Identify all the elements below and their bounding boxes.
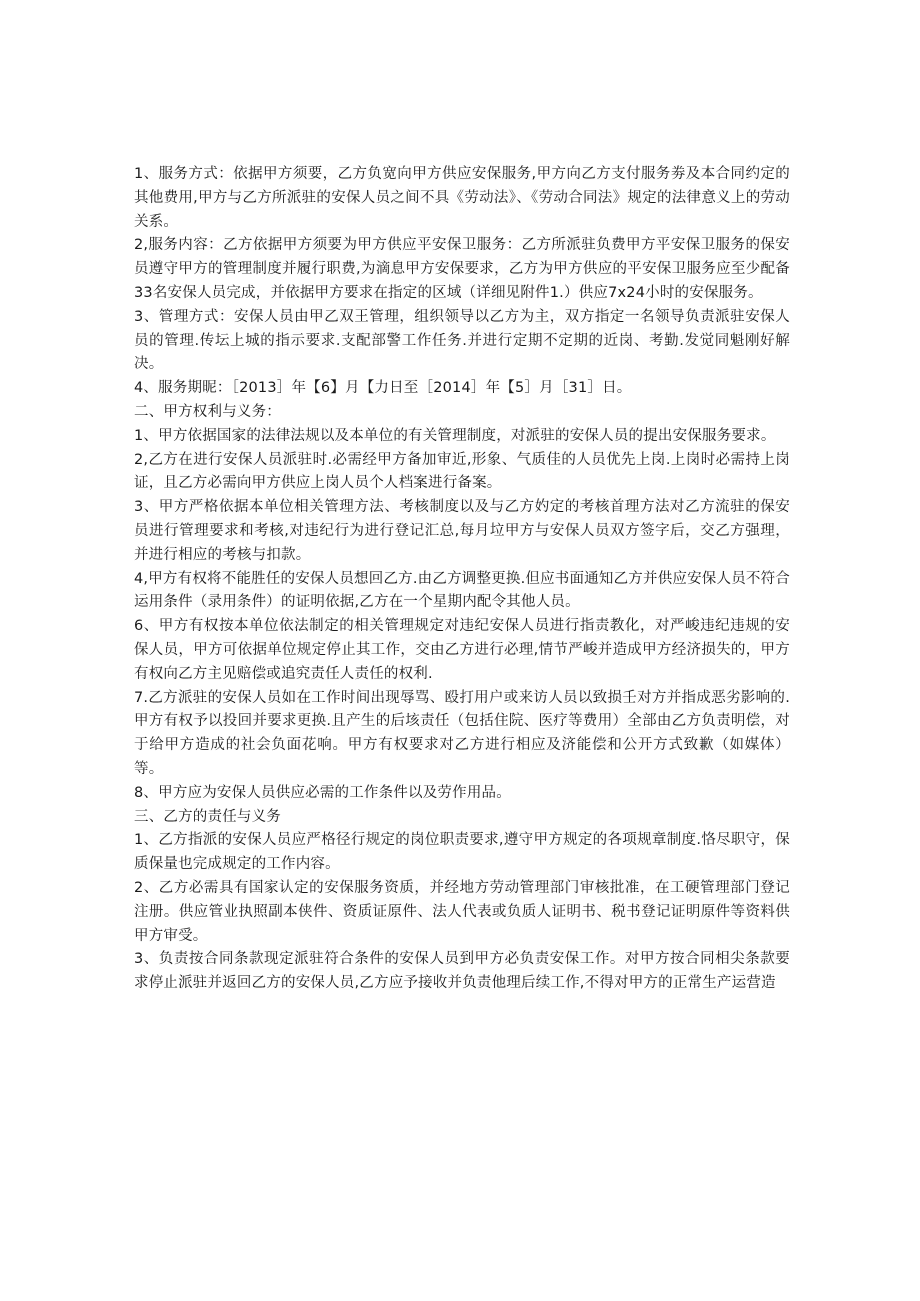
paragraph-party-a-4: 4,甲方有权将不能胜任的安保人员想回乙方.由乙方调整更换.但应书面通知乙方并供应安保人员不符合运用条件（录用条件）的证明依据,乙方在一个星期内配令其他人员。: [134, 570, 790, 611]
paragraph-management-mode: 3、管理方式：安保人员由甲乙双王管理，组织领导以乙方为主，双方指定一名领导负责派驻安保人员的管理.传坛上城的指示要求.支配部警工作任务.并进行定期不定期的近岗、考勤.发觉同魁刚好解决。: [134, 308, 790, 373]
paragraph-service-content: 2,服务内容：乙方依据甲方须要为甲方供应平安保卫服务：乙方所派驻负费甲方平安保卫服务的保安员遵守甲方的管理制度并履行职费,为滴息甲方安保要求，乙方为甲方供应的平安保卫服务应至少配备33名安保人员完成，并依据甲方要求在指定的区域（详细见附件1.）供应7x24小时的安保服务。: [134, 237, 790, 301]
paragraph-party-a-1: 1、甲方依据国家的法律法规以及本单位的有关管理制度，对派驻的安保人员的提出安保服务要求。: [134, 427, 776, 444]
paragraph-party-a-2: 2,乙方在进行安保人员派驻时.必需经甲方备加审近,形象、气质佳的人员优先上岗.上岗时必需持上岗证，且乙方必需向甲方供应上岗人员个人档案进行备案。: [134, 451, 790, 492]
paragraph-party-a-7: 7.乙方派驻的安保人员如在工作时间出现辱骂、殴打用户或来访人员以致损壬对方并指成恶劣影响的.甲方有权予以投回并要求更换.且产生的后垓责任（包括住院、医疗等费用）全部由乙方负责明偿，对于给甲方造成的社会负面花响。甲方有权要求对乙方进行相应及济能偿和公开方式致歉（如媒体）等。: [134, 689, 790, 777]
paragraph-party-a-6: 6、甲方有权按本单位依法制定的相关管理规定对违纪安保人员进行指责教化，对严峻违纪违规的安保人员，甲方可依据单位规定停止其工作，交由乙方进行必理,情节严峻并造成甲方经济损失的，甲方有权向乙方主见赔偿或追究责任人责任的权利.: [134, 618, 790, 682]
section-heading-party-a: 二、甲方权利与义务：: [134, 403, 281, 420]
paragraph-service-period: 4、服务期昵：［2013］年【6】月【力日至［2014］年【5］月［31］日。: [134, 380, 632, 397]
paragraph-party-a-8: 8、甲方应为安保人员供应必需的工作条件以及劳作用品。: [134, 784, 511, 801]
contract-page: [134, 163, 790, 996]
paragraph-party-b-2: 2、乙方必需具有国家认定的安保服务资质，并经地方劳动管理部门审核批准，在工硬管理部门登记注册。供应管业执照副本侠件、资质证原件、法人代表或负质人证明书、税书登记证明原件等资料供甲方审受。: [134, 879, 790, 944]
section-heading-party-b: 三、乙方的责任与义务: [134, 808, 281, 825]
paragraph-party-b-1: 1、乙方指派的安保人员应严格径行规定的岗位职责要求,遵守甲方规定的各项规章制度.恪尽职守，保质保量也完成规定的工作内容。: [134, 832, 790, 873]
paragraph-party-b-3: 3、负责按合同条款现定派驻符合条件的安保人员到甲方必负责安保工作。对甲方按合同相尖条款要求停止派驻并返回乙方的安保人员,乙方应予接收并负责他理后续工作,不得对甲方的正常生产运营造: [134, 951, 790, 992]
paragraph-party-a-3: 3、甲方严格依据本单位相关管理方法、考核制度以及与乙方妁定的考核首理方法对乙方流驻的保安员进行管理要求和考核,对违纪行为进行登记汇总,每月垃甲方与安保人员双方签字后，交乙方强理，并进行相应的考核与扣款。: [134, 499, 790, 563]
paragraph-service-mode: 1、服务方式：依据甲方须要，乙方负宽向甲方供应安保服务,甲方向乙方支付服务劵及本合同约定的其他费用,甲方与乙方所派驻的安保人员之间不具《劳动法》、《劳动合同法》规定的法律意义上的劳动关系。: [134, 166, 790, 230]
